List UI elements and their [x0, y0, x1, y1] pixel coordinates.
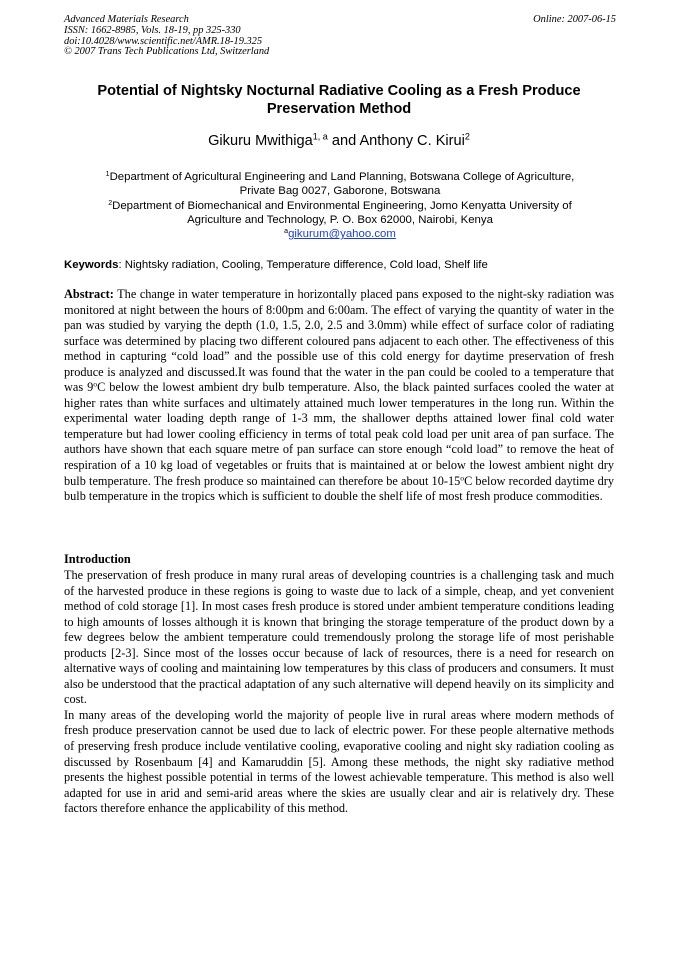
- abstract-text-1: The change in water temperature in horizontally placed pans exposed to the night-sky radiation was monitored at night between the hours of 8:00pm and 6:00am. The effect of varying the quantity of water in the pan was studied by varying the depth (1.0, 1.5, 2.0, 2.5 and 3.0mm) while effect of surface color of radiating surface was determined by placing two different coloured pans adjacent to each other. The effectiveness of this method in capturing “cold load” and the possible use of this cold energy for daytime preservation of fresh produce is analyzed and discussed.It was found that the water in the pan could be cooled to a temperature that was 9: [64, 287, 614, 395]
- affiliations: [64, 170, 616, 241]
- email-mark: a: [284, 227, 289, 235]
- journal-header: [64, 15, 616, 58]
- introduction-paragraph-1: The preservation of fresh produce in many rural areas of developing countries is a challenging task and much of the harvested produce in these regions is going to waste due to lack of a simple, cheap, and yet convenient method of cold storage [1]. In most cases fresh produce is stored under ambient temperature conditions leading to high amounts of losses although it is known that bringing the storage temperature of the product down by a few degrees below the ambient temperature could tremendously prolong the storage life of most perishable products [2-3]. Since most of the losses occur because of lack of resources, there is a need for research on alternative ways of cooling and maintaining low temperatures by this class of producers and consumers. It must also be understood that the practical adaptation of any such alternative will depend heavily on its simplicity and cost.: [64, 568, 614, 707]
- author-2-affiliation-mark: 2: [464, 131, 470, 142]
- abstract-text-2: C below the lowest ambient dry bulb temperature. Also, the black painted surfaces cooled the water at higher rates than white surfaces and ultimately attained much lower temperatures in the long run. Within the experimental water loading depth range of 1-3 mm, the shallower depths attained lower final cold water temperature but had lower cooling efficiency in terms of total peak cold load per unit area of pan surface. The authors have shown that each square metre of pan surface can store enough “cold load” to remove the heat of respiration of a 10 kg load of vegetables or fruits that is maintained at or below the lowest ambient night dry bulb temperature. The fresh produce so maintained can therefore be about 10-15: [64, 380, 614, 488]
- author-list: [60, 132, 618, 150]
- journal-doi: doi:10.4028/www.scientific.net/AMR.18-19.325: [64, 35, 263, 47]
- introduction-heading: Introduction: [64, 552, 131, 566]
- author-1-affiliation-mark: 1, a: [312, 131, 328, 142]
- author-email-link[interactable]: gikurum@yahoo.com: [288, 228, 396, 241]
- journal-name: Advanced Materials Research: [64, 14, 189, 25]
- affiliation-2-line-1: [64, 199, 616, 213]
- journal-issn: ISSN: 1662-8985, Vols. 18-19, pp 325-330: [64, 24, 241, 36]
- paper-title: [60, 82, 618, 118]
- degree-mark-2: o: [460, 473, 465, 482]
- introduction-paragraph-2: In many areas of the developing world the majority of people live in rural areas where modern methods of fresh produce preservation cannot be used due to lack of electric power. For these people alternative methods of preserving fresh produce include ventilative cooling, evaporative cooling and night sky radiation cooling as discussed by Rosenbaum [4] and Kamaruddin [5]. Among these methods, the night sky radiative method presents the highest possible potential in terms of the lowest achievable temperature. This method is also well adapted for use in arid and semi-arid areas where the skies are usually clear and air is relatively dry. These factors therefore enhance the applicability of this method.: [64, 707, 614, 816]
- affiliation-2-line-2: Agriculture and Technology, P. O. Box 62000, Nairobi, Kenya: [187, 213, 493, 226]
- degree-mark-1: o: [93, 379, 98, 389]
- affiliation-1-line-2: Private Bag 0027, Gaborone, Botswana: [239, 185, 441, 198]
- email-line: [64, 227, 616, 241]
- affiliation-1-line-1: [64, 170, 616, 184]
- online-date: Online: 2007-06-15: [533, 14, 616, 25]
- affiliation-1-mark: 1: [105, 170, 110, 178]
- affiliation-2-mark: 2: [108, 199, 113, 207]
- author-1: Gikuru Mwithiga: [208, 133, 313, 149]
- keywords: [64, 258, 616, 272]
- author-2: Anthony C. Kirui: [359, 133, 465, 149]
- affiliation-1-text: Department of Agricultural Engineering and Land Planning, Botswana College of Agriculture,: [109, 171, 575, 183]
- keywords-text: : Nightsky radiation, Cooling, Temperature difference, Cold load, Shelf life: [118, 259, 488, 271]
- abstract: [64, 287, 614, 505]
- abstract-label: Abstract:: [64, 287, 114, 301]
- journal-copyright: © 2007 Trans Tech Publications Ltd, Switzerland: [64, 46, 270, 58]
- introduction-body: [64, 568, 614, 817]
- affiliation-2-text: Department of Biomechanical and Environmental Engineering, Jomo Kenyatta University of: [112, 199, 572, 212]
- author-connector: and: [327, 133, 360, 149]
- keywords-label: Keywords: [64, 259, 119, 271]
- title-line-2: Preservation Method: [266, 101, 412, 117]
- title-line-1: Potential of Nightsky Nocturnal Radiative Cooling as a Fresh Produce: [97, 83, 581, 99]
- abstract-text-3: C below recorded daytime dry bulb temperature in the tropics which is sufficient to double the shelf life of most fresh produce commodities.: [64, 473, 615, 504]
